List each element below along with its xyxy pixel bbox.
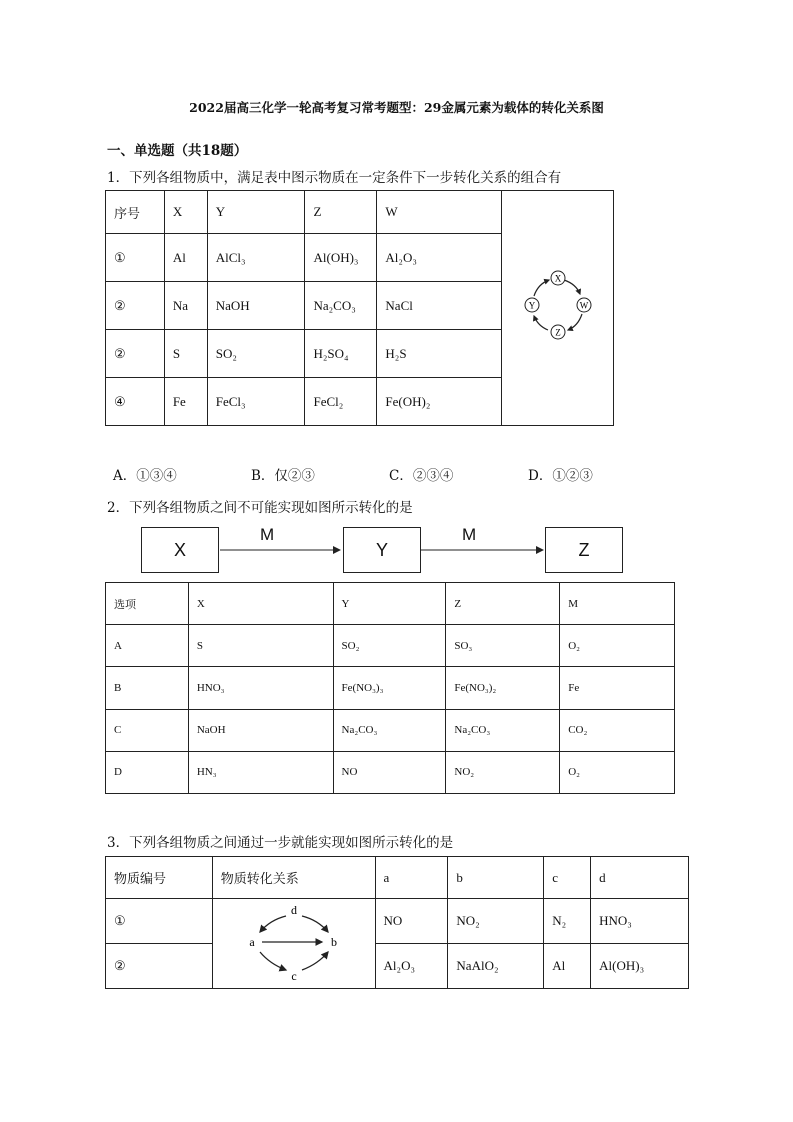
table-cell: FeCl₃ xyxy=(207,378,305,426)
table-cell: Fe xyxy=(560,667,675,709)
table-cell: ① xyxy=(106,234,165,282)
table-row xyxy=(106,625,675,667)
question-1-table xyxy=(105,190,614,426)
page-title: 2022届高三化学一轮高考复习常考题型：29金属元素为载体的转化关系图 xyxy=(189,100,604,115)
option-b[interactable]: B．仅②③ xyxy=(251,468,315,484)
table-row xyxy=(106,667,675,709)
table-cell: Al₂O₃ xyxy=(375,944,448,989)
cycle-arrow xyxy=(564,280,580,294)
table-cell: S xyxy=(164,330,207,378)
diagram-label: c xyxy=(290,968,297,983)
table-cell: FeCl₂ xyxy=(305,378,377,426)
table-header-cell: b xyxy=(448,857,544,899)
table-cell: Fe(NO₃)₂ xyxy=(446,667,560,709)
table-cell: Al₂O₃ xyxy=(377,234,502,282)
flow-box-y: Y xyxy=(343,527,421,573)
table-cell: NO₂ xyxy=(448,899,544,944)
table-cell: ① xyxy=(106,899,213,944)
table-cell: NaOH xyxy=(207,282,305,330)
diagram-label: b xyxy=(330,934,337,949)
cycle-arrow xyxy=(534,316,548,330)
cycle-arrow xyxy=(568,314,582,330)
flow-box-z: Z xyxy=(545,527,623,573)
flow-arrows xyxy=(218,540,548,560)
table-cell: HN₃ xyxy=(188,751,333,793)
table-cell: NO xyxy=(333,751,446,793)
table-cell: SO₂ xyxy=(333,625,446,667)
table-row xyxy=(106,751,675,793)
table-cell: Al(OH)₃ xyxy=(591,944,689,989)
table-cell: NaOH xyxy=(188,709,333,751)
table-cell: D xyxy=(106,751,189,793)
table-cell: A xyxy=(106,625,189,667)
table-cell: NO₂ xyxy=(446,751,560,793)
table-cell: C xyxy=(106,709,189,751)
table-header-cell: X xyxy=(164,191,207,234)
table-header-cell: a xyxy=(375,857,448,899)
table-cell: AlCl₃ xyxy=(207,234,305,282)
table-cell: HNO₃ xyxy=(591,899,689,944)
diagram-label: a xyxy=(248,934,255,949)
table-cell: SO₃ xyxy=(446,625,560,667)
table-row xyxy=(106,899,689,944)
transformation-diagram xyxy=(234,900,354,984)
table-cell: ② xyxy=(106,282,165,330)
table-cell: Fe(NO₃)₃ xyxy=(333,667,446,709)
cycle-label: W xyxy=(579,300,588,311)
cycle-diagram-cell xyxy=(502,191,614,426)
table-header-cell: Z xyxy=(305,191,377,234)
table-cell: O₂ xyxy=(560,625,675,667)
arrow-label-m: M xyxy=(462,525,477,544)
diagram-arrow xyxy=(260,952,286,970)
cycle-label: X xyxy=(554,273,561,284)
table-row xyxy=(106,583,675,625)
table-row xyxy=(106,944,689,989)
table-cell: Na xyxy=(164,282,207,330)
table-header-cell: W xyxy=(377,191,502,234)
table-cell: ② xyxy=(106,944,213,989)
table-cell: CO₂ xyxy=(560,709,675,751)
section-heading: 一、单选题（共18题） xyxy=(107,143,248,159)
table-cell: B xyxy=(106,667,189,709)
cycle-arrow xyxy=(534,280,549,296)
table-cell: H₂S xyxy=(377,330,502,378)
table-cell: Na₂CO₃ xyxy=(333,709,446,751)
table-cell: O₂ xyxy=(560,751,675,793)
question-2-table xyxy=(105,582,675,794)
table-cell: Al xyxy=(164,234,207,282)
diagram-arrow xyxy=(302,952,328,970)
option-c[interactable]: C．②③④ xyxy=(389,468,454,484)
table-header-cell: 选项 xyxy=(106,583,189,625)
table-cell: H₂SO₄ xyxy=(305,330,377,378)
table-header-cell: Y xyxy=(333,583,446,625)
table-header-cell: Z xyxy=(446,583,560,625)
question-1-text: 1．下列各组物质中，满足表中图示物质在一定条件下一步转化关系的组合有 xyxy=(107,170,562,186)
question-2-text: 2．下列各组物质之间不可能实现如图所示转化的是 xyxy=(107,500,413,516)
table-header-cell: 物质编号 xyxy=(106,857,213,899)
option-a[interactable]: A．①③④ xyxy=(113,468,177,484)
arrow-label-m: M xyxy=(260,525,275,544)
table-cell: Fe xyxy=(164,378,207,426)
table-cell: Al xyxy=(544,944,591,989)
table-cell: NO xyxy=(375,899,448,944)
table-cell: HNO₃ xyxy=(188,667,333,709)
table-header-cell: Y xyxy=(207,191,305,234)
table-cell: Na₂CO₃ xyxy=(305,282,377,330)
cycle-label: Y xyxy=(528,300,535,311)
diagram-arrow xyxy=(260,916,286,932)
cycle-diagram xyxy=(518,266,598,346)
table-header-cell: c xyxy=(544,857,591,899)
table-cell: ② xyxy=(106,330,165,378)
table-cell: N₂ xyxy=(544,899,591,944)
transformation-diagram-cell xyxy=(212,899,375,989)
flow-box-x: X xyxy=(141,527,219,573)
option-d[interactable]: D．①②③ xyxy=(528,468,593,484)
table-cell: Al(OH)₃ xyxy=(305,234,377,282)
table-cell: NaAlO₂ xyxy=(448,944,544,989)
table-header-cell: 序号 xyxy=(106,191,165,234)
table-row xyxy=(106,709,675,751)
table-cell: ④ xyxy=(106,378,165,426)
table-cell: S xyxy=(188,625,333,667)
diagram-label: d xyxy=(290,902,297,917)
table-header-cell: 物质转化关系 xyxy=(212,857,375,899)
table-cell: NaCl xyxy=(377,282,502,330)
table-cell: Na₂CO₃ xyxy=(446,709,560,751)
table-cell: Fe(OH)₂ xyxy=(377,378,502,426)
table-row xyxy=(106,857,689,899)
table-header-cell: M xyxy=(560,583,675,625)
table-header-cell: X xyxy=(188,583,333,625)
diagram-arrow xyxy=(302,916,328,932)
question-3-text: 3．下列各组物质之间通过一步就能实现如图所示转化的是 xyxy=(107,835,454,851)
table-header-cell: d xyxy=(591,857,689,899)
table-cell: SO₂ xyxy=(207,330,305,378)
question-3-table xyxy=(105,856,689,989)
cycle-label: Z xyxy=(554,327,561,338)
table-row xyxy=(106,191,614,234)
